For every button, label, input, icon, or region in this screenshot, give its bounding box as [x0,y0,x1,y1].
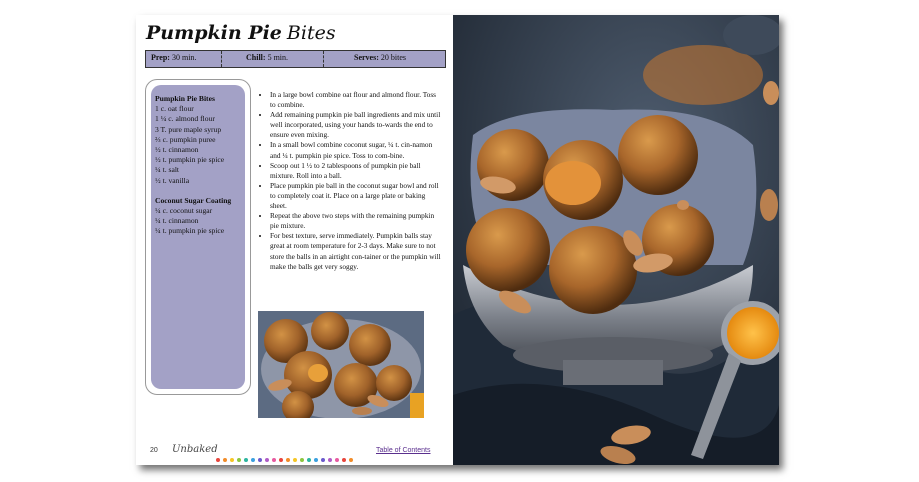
ingredient-item: 3 T. pure maple syrup [155,124,222,134]
chill-label: Chill: [246,53,266,62]
recipe-info-bar [145,50,446,68]
page-number: 20 [150,447,158,454]
cookbook-spread [136,15,779,465]
ingredient-group-title: Pumpkin Pie Bites [155,94,215,103]
decorative-dot [314,458,318,462]
decorative-dot [321,458,325,462]
decorative-dot [342,458,346,462]
ingredients-box [145,79,251,395]
decorative-dot [307,458,311,462]
decorative-dot [328,458,332,462]
decorative-dot [293,458,297,462]
page-footer [150,445,445,459]
photo-page [453,15,779,465]
decorative-dot [272,458,276,462]
prep-time [151,53,196,62]
decorative-dot [216,458,220,462]
prep-value: 30 min. [171,53,197,62]
decorative-dot [258,458,262,462]
pumpkin-bites-small-photo [258,311,424,418]
ingredients-list [155,94,231,237]
decorative-dot [265,458,269,462]
ingredient-item: 1 c. oat flour [155,104,194,114]
instruction-step: • Repeat the above two steps with the remaining pumpkin pie mixture. [270,211,442,231]
decorative-dot [335,458,339,462]
ingredient-group-title: Coconut Sugar Coating [155,195,232,205]
info-divider [221,51,222,67]
decorative-dot [251,458,255,462]
info-divider [323,51,324,67]
brand-logo: Unbaked [172,444,218,455]
decorative-dot [286,458,290,462]
ingredient-item: ¼ t. pumpkin pie spice [155,226,225,236]
table-of-contents-link[interactable]: Table of Contents [376,447,431,454]
instructions-list [258,90,442,272]
decorative-dot [244,458,248,462]
ingredient-item: ¼ t. cinnamon [155,216,199,226]
instruction-step: • Scoop out 1 ½ to 2 tablespoons of pumpkin pie ball mixture. Roll into a ball. [270,161,442,181]
decorative-dots [216,449,356,465]
decorative-dot [279,458,283,462]
decorative-dot [223,458,227,462]
ingredient-item: ½ t. pumpkin pie spice [155,155,225,165]
serves-label: Serves: [354,53,379,62]
pumpkin-bites-bowl-photo [453,15,779,465]
instruction-step: • In a large bowl combine oat flour and almond flour. Toss to combine. [270,90,442,110]
chill-time [246,53,288,62]
instruction-step: • For best texture, serve immediately. Pumpkin balls stay great at room temperature for 2-3 days. Make sure to not store the balls in an airtight con-tainer or the pumpkin will make the balls get very soggy. [270,231,442,271]
instruction-step: • Place pumpkin pie ball in the coconut sugar bowl and roll to completely coat it. Place on a large plate or baking sheet. [270,181,442,211]
decorative-dot [300,458,304,462]
ingredient-item: ½ t. vanilla [155,175,190,185]
instruction-step: • In a small bowl combine coconut sugar, ¼ t. cin-namon and ¼ t. pumpkin pie spice. Toss to com-bine. [270,140,442,160]
decorative-dot [349,458,353,462]
ingredient-item: 1 ¼ c. almond flour [155,114,215,124]
recipe-title-main: Pumpkin Pie [146,22,282,44]
serves-value: 20 bites [380,53,406,62]
ingredient-item: ½ t. cinnamon [155,145,199,155]
ingredient-item: ⅔ c. pumpkin puree [155,134,216,144]
recipe-title [146,22,336,44]
recipe-title-script: Bites [286,22,336,44]
decorative-dot [237,458,241,462]
prep-label: Prep: [151,53,170,62]
serves [354,53,406,62]
recipe-page [136,15,453,465]
decorative-dot [230,458,234,462]
ingredient-item: ¼ c. coconut sugar [155,206,213,216]
instruction-step: • Add remaining pumpkin pie ball ingredients and mix until well incorporated, using your hands to-wards the end to ensure even mixing. [270,110,442,140]
chill-value: 5 min. [267,53,289,62]
ingredient-item: ¼ t. salt [155,165,180,175]
